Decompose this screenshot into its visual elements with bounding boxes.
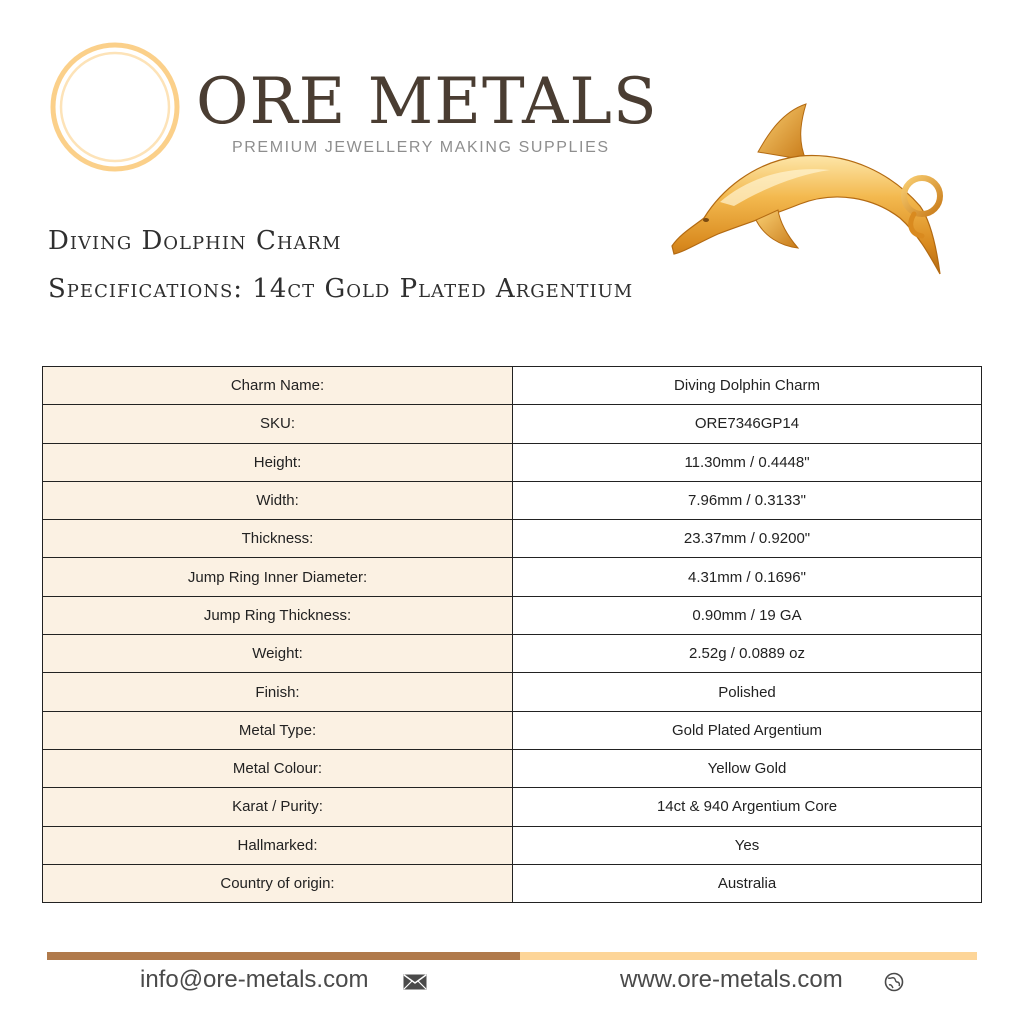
table-row [43, 788, 982, 826]
table-row [43, 596, 982, 634]
spec-value: 7.96mm / 0.3133" [513, 481, 982, 519]
table-row [43, 558, 982, 596]
brand-tagline: PREMIUM JEWELLERY MAKING SUPPLIES [232, 139, 610, 156]
footer-bar-right [520, 952, 977, 960]
spec-label: Jump Ring Inner Diameter: [43, 558, 513, 596]
spec-value: 0.90mm / 19 GA [513, 596, 982, 634]
footer-website[interactable]: www.ore-metals.com [620, 966, 843, 993]
spec-label: Country of origin: [43, 864, 513, 902]
table-row [43, 635, 982, 673]
spec-label: Height: [43, 443, 513, 481]
globe-icon [884, 972, 904, 992]
table-row [43, 826, 982, 864]
spec-value: ORE7346GP14 [513, 405, 982, 443]
spec-label: Metal Colour: [43, 749, 513, 787]
table-row [43, 864, 982, 902]
logo-ring-icon [48, 40, 182, 174]
spec-label: Jump Ring Thickness: [43, 596, 513, 634]
table-row [43, 443, 982, 481]
spec-value: Polished [513, 673, 982, 711]
spec-value: Yes [513, 826, 982, 864]
spec-label: Weight: [43, 635, 513, 673]
table-row [43, 481, 982, 519]
spec-label: Width: [43, 481, 513, 519]
spec-label: Thickness: [43, 520, 513, 558]
spec-label: Karat / Purity: [43, 788, 513, 826]
spec-value: Gold Plated Argentium [513, 711, 982, 749]
spec-label: Finish: [43, 673, 513, 711]
spec-value: Diving Dolphin Charm [513, 367, 982, 405]
specifications-table [42, 366, 982, 903]
spec-label: SKU: [43, 405, 513, 443]
spec-value: Australia [513, 864, 982, 902]
envelope-icon [403, 974, 427, 990]
spec-value: 2.52g / 0.0889 oz [513, 635, 982, 673]
product-specification: Specifications: 14ct Gold Plated Argentium [48, 274, 634, 304]
spec-label: Metal Type: [43, 711, 513, 749]
table-row [43, 405, 982, 443]
table-row [43, 749, 982, 787]
spec-value: Yellow Gold [513, 749, 982, 787]
table-row [43, 673, 982, 711]
table-row [43, 520, 982, 558]
spec-label: Charm Name: [43, 367, 513, 405]
footer-email[interactable]: info@ore-metals.com [140, 966, 369, 993]
table-row [43, 367, 982, 405]
spec-value: 14ct & 940 Argentium Core [513, 788, 982, 826]
footer-bar-left [47, 952, 520, 960]
spec-value: 11.30mm / 0.4448" [513, 443, 982, 481]
spec-label: Hallmarked: [43, 826, 513, 864]
gold-dolphin-charm-image [660, 94, 960, 294]
spec-value: 4.31mm / 0.1696" [513, 558, 982, 596]
spec-value: 23.37mm / 0.9200" [513, 520, 982, 558]
product-title: Diving Dolphin Charm [48, 226, 342, 256]
table-row [43, 711, 982, 749]
brand-name: ORE METALS [196, 65, 658, 139]
